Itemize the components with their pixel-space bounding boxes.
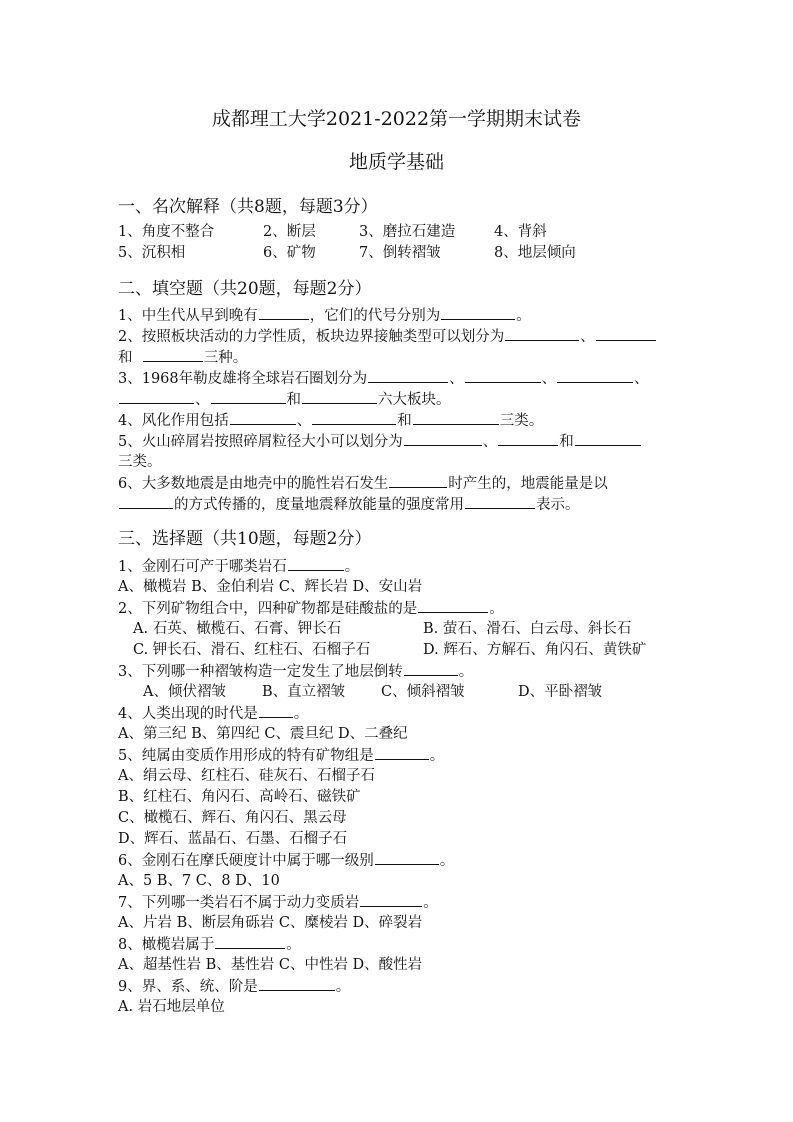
choice-option[interactable]: C、倾斜褶皱 <box>381 684 465 700</box>
choice-options: A、橄榄岩 B、金伯利岩 C、辉长岩 D、安山岩 <box>118 579 423 595</box>
answer-blank[interactable] <box>465 494 535 509</box>
question-text: 3、1968年勒皮雄将全球岩石圈划分为 <box>118 371 368 387</box>
answer-blank[interactable] <box>119 389 194 404</box>
choice-options: A、超基性岩 B、基性岩 C、中性岩 D、酸性岩 <box>118 957 423 973</box>
question-text: ，它们的代号分别为 <box>309 308 441 324</box>
question-text: 6、大多数地震是由地壳中的脆性岩石发生 <box>118 476 389 492</box>
question-text: 和 <box>286 392 301 408</box>
choice-question-2 <box>118 598 504 619</box>
term-item: 7、倒转褶皱 <box>359 245 441 261</box>
term-item: 3、磨拉石建造 <box>359 224 456 240</box>
choice-question-7 <box>118 892 438 913</box>
answer-blank[interactable] <box>413 410 499 425</box>
choice-question-8 <box>118 934 301 955</box>
answer-blank[interactable] <box>505 326 579 341</box>
question-text: 。 <box>458 664 474 680</box>
question-text: 。 <box>286 937 301 953</box>
answer-blank[interactable] <box>441 305 515 320</box>
choice-option[interactable]: B、红柱石、角闪石、高岭石、磁铁矿 <box>118 789 361 805</box>
choice-option[interactable]: D. 辉石、方解石、角闪石、黄铁矿 <box>423 642 647 658</box>
fill-question-1 <box>118 305 531 326</box>
section3-heading: 三、选择题（共10题，每题2分） <box>118 529 372 549</box>
choice-question-4 <box>118 703 308 724</box>
fill-question-3 <box>118 368 649 389</box>
choice-option[interactable]: A. 石英、橄榄石、石膏、钾长石 <box>133 621 342 637</box>
question-text: 3、下列哪一种褶皱构造一定发生了地层倒转 <box>118 664 403 680</box>
question-text: 。 <box>335 979 351 995</box>
question-text: 的方式传播的，度量地震释放能量的强度常用 <box>174 497 464 513</box>
answer-blank[interactable] <box>557 368 633 383</box>
answer-blank[interactable] <box>312 410 396 425</box>
choice-option[interactable]: A、绢云母、红柱石、硅灰石、石榴子石 <box>118 768 375 784</box>
choice-question-5 <box>118 745 444 766</box>
answer-blank[interactable] <box>259 976 335 991</box>
fill-question-6 <box>118 473 608 494</box>
question-text: 1、中生代从早到晚有 <box>118 308 258 324</box>
question-text: 和 <box>118 350 133 366</box>
course-title: 地质学基础 <box>348 151 444 173</box>
question-text: 。 <box>293 706 309 722</box>
answer-blank[interactable] <box>211 389 286 404</box>
question-text: 4、人类出现的时代是 <box>118 706 258 722</box>
question-text: 和 <box>397 413 412 429</box>
question-text: 2、按照板块活动的力学性质，板块边界接触类型可以划分为 <box>118 329 505 345</box>
answer-blank[interactable] <box>404 431 482 446</box>
question-text: 7、下列哪一类岩石不属于动力变质岩 <box>118 895 360 911</box>
question-text: 三种。 <box>203 350 248 366</box>
question-text: 六大板块。 <box>378 392 451 408</box>
answer-blank[interactable] <box>418 598 488 613</box>
choice-option[interactable]: C. 钾长石、滑石、红柱石、石榴子石 <box>133 642 371 658</box>
choice-option[interactable]: D、辉石、蓝晶石、石墨、石榴子石 <box>118 831 348 847</box>
section1-heading: 一、名次解释（共8题，每题3分） <box>118 197 378 217</box>
answer-blank[interactable] <box>215 934 285 949</box>
term-item: 5、沉积相 <box>118 245 186 261</box>
question-text: 2、下列矿物组合中，四种矿物都是硅酸盐的是 <box>118 601 418 617</box>
choice-option[interactable]: D、平卧褶皱 <box>518 684 603 700</box>
question-text: 。 <box>344 559 360 575</box>
question-text: 三类。 <box>499 413 544 429</box>
question-text: 、 <box>482 434 498 450</box>
fill-question-2-cont <box>118 347 247 368</box>
fill-question-3-cont <box>118 389 451 410</box>
term-item: 1、角度不整合 <box>118 224 215 240</box>
choice-options: A、5 B、7 C、8 D、10 <box>118 873 280 889</box>
answer-blank[interactable] <box>498 431 558 446</box>
question-text: 、 <box>580 329 595 345</box>
question-text: 。 <box>439 853 455 869</box>
choice-question-3 <box>118 661 473 682</box>
section2-heading: 二、填空题（共20题，每题2分） <box>118 279 372 299</box>
answer-blank[interactable] <box>375 850 439 865</box>
section1-row2 <box>118 243 576 263</box>
choice-question-9 <box>118 976 350 997</box>
question-text: 5、火山碎屑岩按照碎屑粒径大小可以划分为 <box>118 434 403 450</box>
question-text: 、 <box>634 371 649 387</box>
choice-options: A、片岩 B、断层角砾岩 C、糜棱岩 D、碎裂岩 <box>118 915 423 931</box>
choice-options <box>133 640 646 660</box>
choice-question-1 <box>118 556 359 577</box>
fill-question-5-cont <box>118 452 162 472</box>
exam-title: 成都理工大学2021-2022第一学期期末试卷 <box>211 108 582 130</box>
answer-blank[interactable] <box>368 368 448 383</box>
answer-blank[interactable] <box>404 661 458 676</box>
term-item: 8、地层倾向 <box>494 245 576 261</box>
question-text: 、 <box>296 413 312 429</box>
choice-option[interactable]: B. 萤石、滑石、白云母、斜长石 <box>423 621 632 637</box>
answer-blank[interactable] <box>259 703 293 718</box>
term-item: 4、背斜 <box>494 224 547 240</box>
choice-options <box>143 682 602 702</box>
question-text: 三类。 <box>118 454 162 470</box>
question-text: 1、金刚石可产于哪类岩石 <box>118 559 287 575</box>
question-text: 6、金刚石在摩氏硬度计中属于哪一级别 <box>118 853 374 869</box>
answer-blank[interactable] <box>230 410 296 425</box>
question-text: 、 <box>541 371 557 387</box>
answer-blank[interactable] <box>259 305 309 320</box>
question-text: 时产生的，地震能量是以 <box>448 476 608 492</box>
fill-question-5 <box>118 431 642 452</box>
choice-option[interactable]: B、直立褶皱 <box>262 684 346 700</box>
question-text: 。 <box>489 601 504 617</box>
choice-options <box>133 619 631 639</box>
answer-blank[interactable] <box>360 892 422 907</box>
question-text: 9、界、系、统、阶是 <box>118 979 258 995</box>
term-item: 2、断层 <box>263 224 316 240</box>
question-text: 。 <box>423 895 438 911</box>
answer-blank[interactable] <box>596 326 656 341</box>
question-text: 、 <box>195 392 210 408</box>
question-text: 。 <box>516 308 531 324</box>
answer-blank[interactable] <box>119 494 173 509</box>
answer-blank[interactable] <box>575 431 641 446</box>
answer-blank[interactable] <box>465 368 541 383</box>
fill-question-4 <box>118 410 543 431</box>
question-text: 4、风化作用包括 <box>118 413 229 429</box>
question-text: 和 <box>559 434 574 450</box>
question-text: 表示。 <box>536 497 580 513</box>
answer-blank[interactable] <box>375 745 429 760</box>
choice-option[interactable]: A. 岩石地层单位 <box>118 999 225 1015</box>
question-text: 。 <box>429 748 445 764</box>
answer-blank[interactable] <box>389 473 447 488</box>
term-item: 6、矿物 <box>263 245 316 261</box>
question-text: 5、纯属由变质作用形成的特有矿物组是 <box>118 748 374 764</box>
choice-question-6 <box>118 850 454 871</box>
choice-option[interactable]: A、倾伏褶皱 <box>143 684 226 700</box>
fill-question-2 <box>118 326 657 347</box>
section1-row1 <box>118 222 547 242</box>
answer-blank[interactable] <box>288 556 344 571</box>
fill-question-6-cont <box>118 494 580 515</box>
question-text: 、 <box>449 371 464 387</box>
answer-blank[interactable] <box>302 389 377 404</box>
answer-blank[interactable] <box>143 347 203 362</box>
choice-option[interactable]: C、橄榄石、辉石、角闪石、黑云母 <box>118 810 347 826</box>
question-text: 8、橄榄岩属于 <box>118 937 215 953</box>
choice-options: A、第三纪 B、第四纪 C、震旦纪 D、二叠纪 <box>118 726 408 742</box>
